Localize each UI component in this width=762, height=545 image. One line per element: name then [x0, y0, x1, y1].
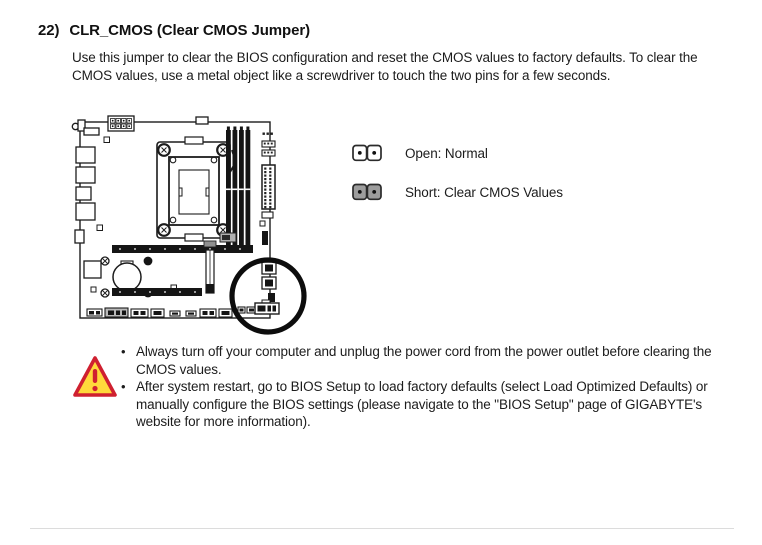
jumper-short-icon	[352, 183, 382, 201]
legend-short-label: Short: Clear CMOS Values	[405, 184, 563, 200]
warning-triangle-icon	[71, 354, 119, 400]
warning-item: • Always turn off your computer and unplug the power cord from the power outlet before clearing the CMOS values.	[120, 343, 738, 378]
warning-list	[120, 343, 738, 431]
motherboard-diagram	[70, 108, 320, 338]
intro-paragraph: Use this jumper to clear the BIOS configuration and reset the CMOS values to factory defaults. To clear the CMOS values, use a metal object like a screwdriver to touch the two pins for a few seconds.	[72, 50, 698, 83]
section-heading	[38, 22, 310, 39]
legend-row-open	[352, 144, 563, 162]
section-number: 22)	[38, 22, 60, 39]
warning-item: • After system restart, go to BIOS Setup to load factory defaults (select Load Optimized Defaults) or manually configure the BIOS settings (please navigate to the "BIOS Setup" page of GIGABYTE's website for more information).	[120, 378, 738, 431]
legend-row-short	[352, 183, 563, 201]
jumper-legend	[352, 144, 563, 201]
footer-divider	[30, 528, 734, 529]
jumper-open-icon	[352, 144, 382, 162]
legend-open-label: Open: Normal	[405, 145, 488, 161]
motherboard-diagram-svg	[70, 108, 320, 338]
cpu-power-connector	[108, 116, 134, 131]
cpu-socket	[157, 137, 236, 241]
page-title: CLR_CMOS (Clear CMOS Jumper)	[69, 22, 310, 39]
